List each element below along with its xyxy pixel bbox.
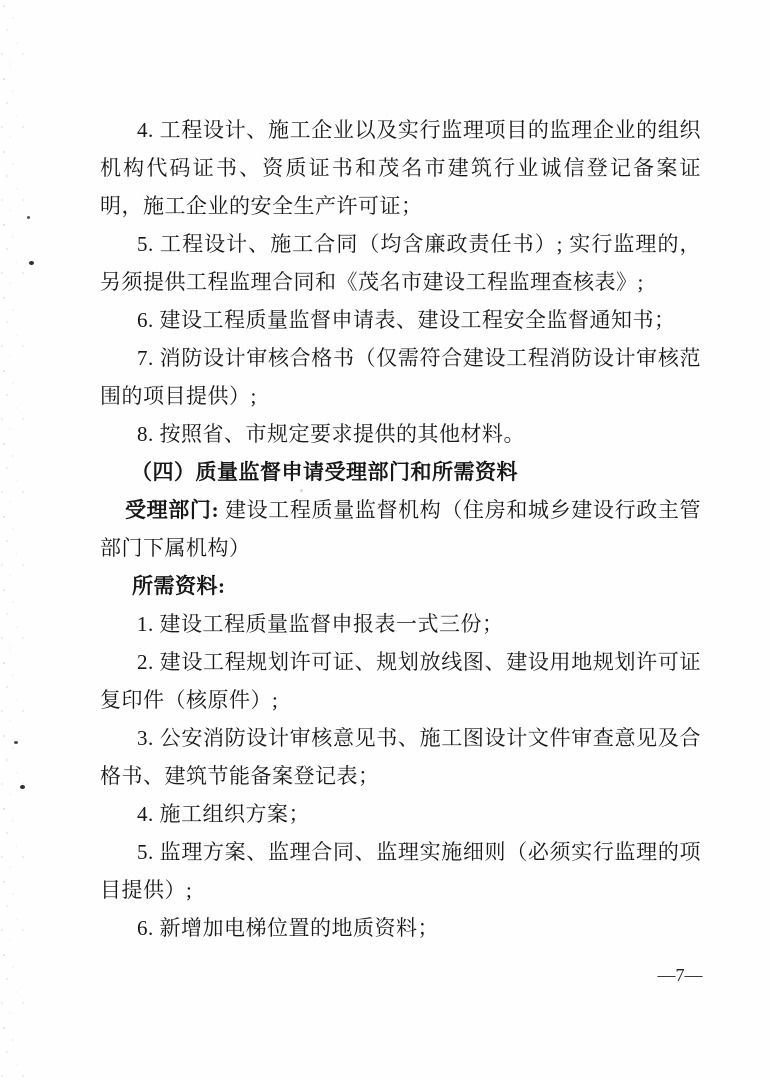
paragraph-item-4: 4. 工程设计、施工企业以及实行监理项目的监理企业的组织机构代码证书、资质证书和茂名市建筑行业诚信登记备案证明，施工企业的安全生产许可证； xyxy=(100,118,701,218)
required-material-3: 3. 公安消防设计审核意见书、施工图设计文件审查意见及合格书、建筑节能备案登记表； xyxy=(100,726,701,788)
scan-edge-noise xyxy=(0,0,24,1081)
accepting-department xyxy=(100,491,701,567)
required-material-5: 5. 监理方案、监理合同、监理实施细则（必须实行监理的项目提供）; xyxy=(100,840,701,902)
scan-speck xyxy=(14,741,18,744)
document-body xyxy=(100,111,701,947)
section-heading: （四）质量监督申请受理部门和所需资料 xyxy=(131,460,518,484)
paragraph-item-8: 8. 按照省、市规定要求提供的其他材料。 xyxy=(137,422,525,446)
required-material-6: 6. 新增加电梯位置的地质资料； xyxy=(137,916,439,940)
scan-speck xyxy=(20,785,25,789)
paragraph-item-6: 6. 建设工程质量监督申请表、建设工程安全监督通知书； xyxy=(137,308,676,332)
required-material-4: 4. 施工组织方案； xyxy=(137,802,310,826)
accepting-department-text: 建设工程质量监督机构（住房和城乡建设行政主管部门下属机构） xyxy=(100,498,701,560)
page-number: —7— xyxy=(657,965,703,985)
paragraph-item-7: 7. 消防设计审核合格书（仅需符合建设工程消防设计审核范围的项目提供）; xyxy=(100,346,701,408)
scan-speck xyxy=(27,216,30,219)
paragraph-item-5: 5. 工程设计、施工合同（均含廉政责任书）; 实行监理的，另须提供工程监理合同和《茂名市建设工程监理查核表》; xyxy=(100,232,701,294)
required-materials-label: 所需资料: xyxy=(132,574,226,598)
required-material-2: 2. 建设工程规划许可证、规划放线图、建设用地规划许可证复印件（核原件）; xyxy=(100,650,701,712)
accepting-department-label: 受理部门: xyxy=(125,498,220,522)
scan-speck xyxy=(29,261,34,265)
required-material-1: 1. 建设工程质量监督申报表一式三份； xyxy=(137,612,504,636)
